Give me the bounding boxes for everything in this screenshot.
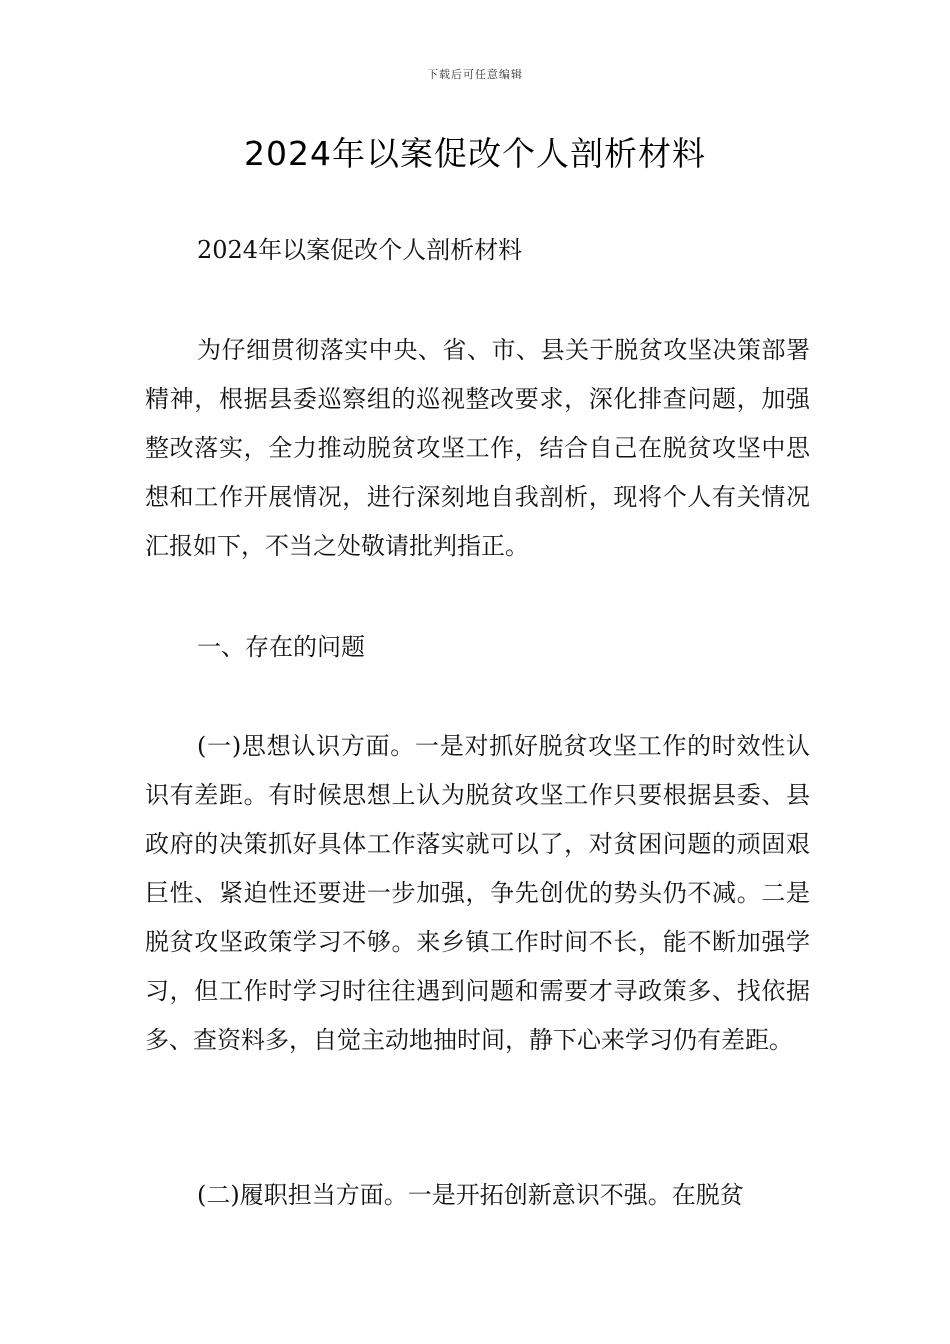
document-subtitle: 2024年以案促改个人剖析材料 (197, 236, 523, 264)
document-title: 2024年以案促改个人剖析材料 (244, 134, 706, 173)
intro-paragraph: 为仔细贯彻落实中央、省、市、县关于脱贫攻坚决策部署精神，根据县委巡察组的巡视整改要求，深化排查问题，加强整改落实，全力推动脱贫攻坚工作，结合自己在脱贫攻坚中思想和工作开展情况，进行深刻地自我剖析，现将个人有关情况汇报如下，不当之处敬请批判指正。 (145, 336, 810, 560)
paragraph-ideological: (一)思想认识方面。一是对抓好脱贫攻坚工作的时效性认识有差距。有时候思想上认为脱贫攻坚工作只要根据县委、县政府的决策抓好具体工作落实就可以了，对贫困问题的顽固艰巨性、紧迫性还要进一步加强，争先创优的势头仍不减。二是脱贫攻坚政策学习不够。来乡镇工作时间不长，能不断加强学习，但工作时学习时往往遇到问题和需要才寻政策多、找依据多、查资料多，自觉主动地抽时间，静下心来学习仍有差距。 (145, 732, 810, 1054)
header-note: 下载后可任意编辑 (427, 68, 523, 81)
paragraph-responsibility: (二)履职担当方面。一是开拓创新意识不强。在脱贫 (197, 1181, 744, 1209)
section-heading: 一、存在的问题 (197, 633, 365, 661)
